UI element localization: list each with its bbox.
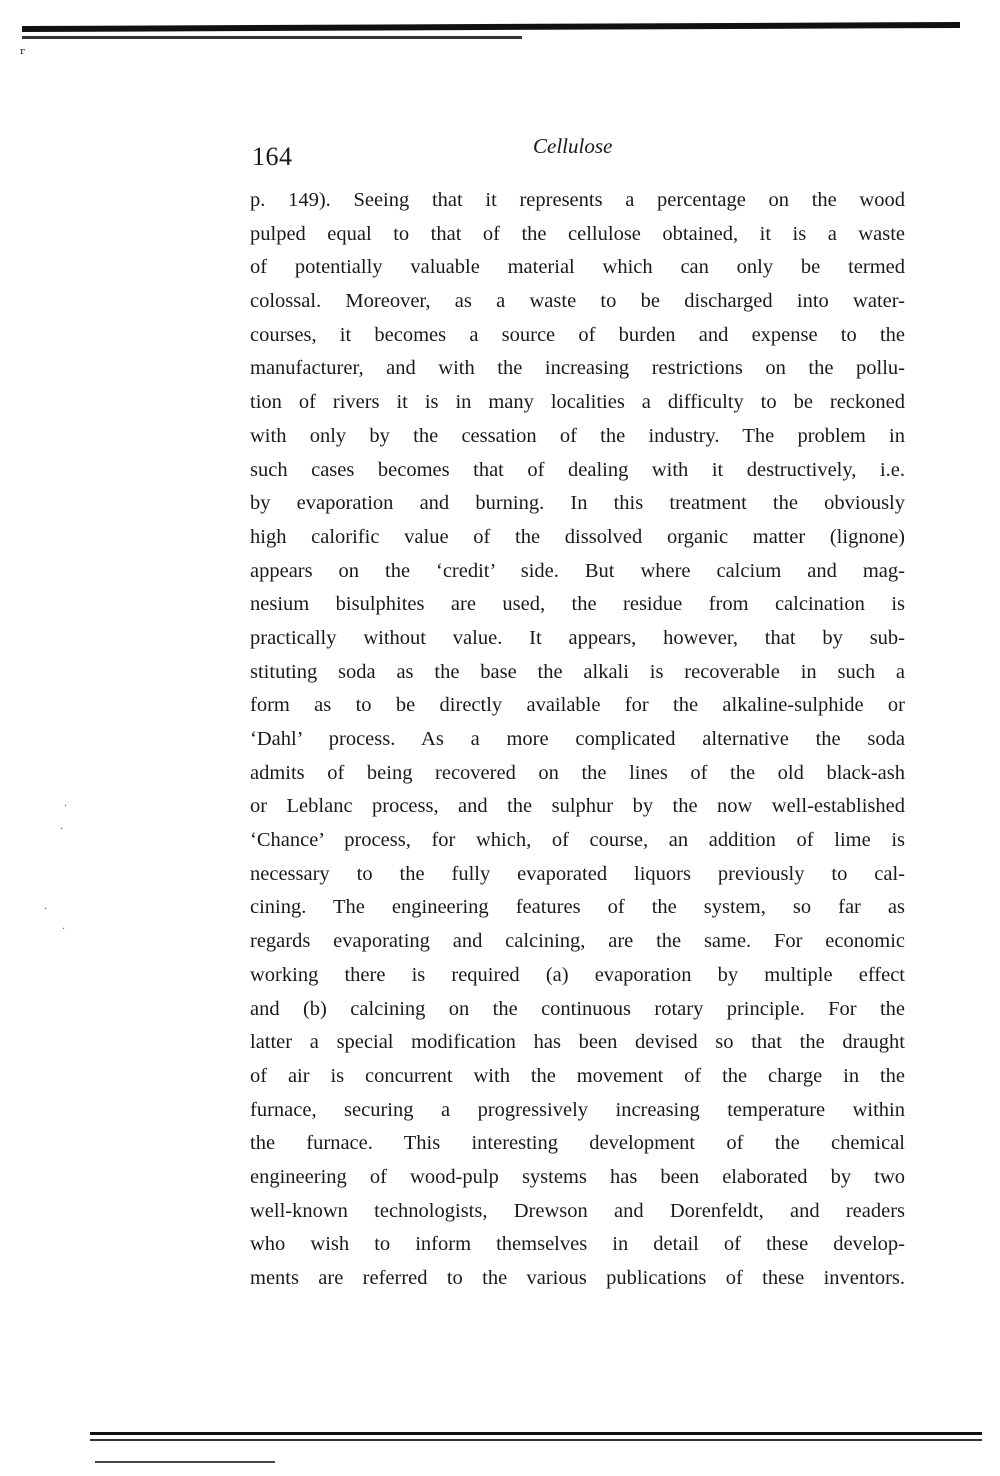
text-line: admits of being recovered on the lines of the old black-ash <box>250 761 905 784</box>
text-line: ments are referred to the various publications of these inventors. <box>250 1267 905 1289</box>
scan-speck: · <box>60 824 64 835</box>
text-line: furnace, securing a progressively increasing temperature within <box>250 1098 905 1121</box>
scan-speck: · <box>44 904 48 915</box>
text-line: tion of rivers it is in many localities a difficulty to be reckoned <box>250 391 905 414</box>
text-line: of air is concurrent with the movement of the charge in the <box>250 1064 905 1087</box>
text-line: engineering of wood-pulp systems has been elaborated by two <box>250 1165 905 1188</box>
bottom-border-rule-thin <box>90 1439 982 1441</box>
running-title: Cellulose <box>533 134 613 158</box>
text-line: manufacturer, and with the increasing restrictions on the pollu- <box>250 357 905 380</box>
body-text <box>250 184 905 1296</box>
text-line: nesium bisulphites are used, the residue from calcination is <box>250 593 905 616</box>
bottom-border-rule <box>90 1432 982 1435</box>
text-line: practically without value. It appears, however, that by sub- <box>250 626 905 649</box>
text-line: working there is required (a) evaporation by multiple effect <box>250 963 905 986</box>
page-number: 164 <box>252 142 293 171</box>
text-line: p. 149). Seeing that it represents a percentage on the wood <box>250 189 905 211</box>
text-line: such cases becomes that of dealing with it destructively, i.e. <box>250 458 905 481</box>
text-line: who wish to inform themselves in detail of these develop- <box>250 1233 905 1256</box>
text-line: ‘Chance’ process, for which, of course, an addition of lime is <box>250 829 905 852</box>
text-line: and (b) calcining on the continuous rotary principle. For the <box>250 997 905 1020</box>
text-line: form as to be directly available for the alkaline-sulphide or <box>250 694 905 717</box>
text-line: colossal. Moreover, as a waste to be discharged into water- <box>250 290 905 313</box>
text-line: regards evaporating and calcining, are the same. For economic <box>250 930 905 953</box>
text-line: necessary to the fully evaporated liquors previously to cal- <box>250 862 905 885</box>
scan-speck: · <box>64 801 68 812</box>
top-border-rule <box>22 22 960 32</box>
text-line: the furnace. This interesting development of the chemical <box>250 1132 905 1155</box>
corner-mark: ʳ <box>20 44 26 63</box>
text-line: ‘Dahl’ process. As a more complicated alternative the soda <box>250 728 905 750</box>
text-line: with only by the cessation of the industry. The problem in <box>250 424 905 447</box>
text-line: appears on the ‘credit’ side. But where calcium and mag- <box>250 559 905 582</box>
text-line: well-known technologists, Drewson and Dorenfeldt, and readers <box>250 1199 905 1222</box>
scan-speck: · <box>62 924 66 935</box>
text-line: courses, it becomes a source of burden and expense to the <box>250 323 905 346</box>
text-line: high calorific value of the dissolved organic matter (lignone) <box>250 525 905 548</box>
text-line: stituting soda as the base the alkali is recoverable in such a <box>250 660 905 683</box>
page-header <box>0 130 1000 170</box>
text-line: by evaporation and burning. In this treatment the obviously <box>250 492 905 515</box>
text-line: latter a special modification has been devised so that the draught <box>250 1031 905 1054</box>
text-line: or Leblanc process, and the sulphur by the now well-established <box>250 795 905 818</box>
bottom-border-rule-short <box>95 1461 275 1463</box>
text-line: cining. The engineering features of the system, so far as <box>250 896 905 919</box>
text-line: pulped equal to that of the cellulose obtained, it is a waste <box>250 222 905 245</box>
top-border-rule-thin <box>22 36 522 39</box>
text-line: of potentially valuable material which can only be termed <box>250 256 905 279</box>
